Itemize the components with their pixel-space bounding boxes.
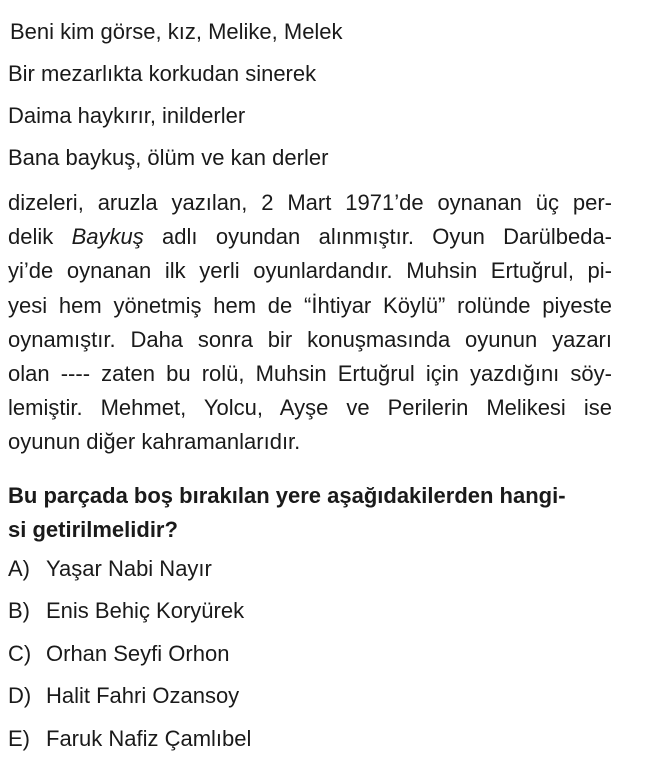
option-letter: A)	[8, 556, 30, 581]
paragraph-line: lemiştir. Mehmet, Yolcu, Ayşe ve Perilerin Melikesi ise	[8, 395, 612, 421]
option-d[interactable]	[8, 682, 239, 710]
passage-paragraph	[8, 186, 612, 460]
paragraph-line: yi’de oynanan ilk yerli oyunlardandır. Muhsin Ertuğrul, pi-	[8, 258, 612, 284]
option-c[interactable]	[8, 640, 229, 668]
paragraph-line: oynamıştır. Daha sonra bir konuşmasında oyunun yazarı	[8, 326, 612, 352]
paragraph-text: delik	[8, 224, 72, 250]
paragraph-line: dizeleri, aruzla yazılan, 2 Mart 1971’de oynanan üç per-	[8, 190, 612, 215]
question-stem	[8, 479, 618, 547]
option-b[interactable]	[8, 597, 244, 625]
option-letter: D)	[8, 683, 32, 708]
option-text: Yaşar Nabi Nayır	[46, 556, 212, 581]
question-line: Bu parçada boş bırakılan yere aşağıdakilerden hangi-	[8, 483, 566, 508]
verse-line-3: Daima haykırır, inilderler	[8, 103, 246, 128]
option-text: Orhan Seyfi Orhon	[46, 641, 230, 666]
option-letter: E)	[8, 726, 30, 751]
option-letter: B)	[8, 598, 30, 623]
option-a[interactable]	[8, 555, 212, 583]
option-text: Faruk Nafiz Çamlıbel	[46, 726, 252, 751]
paragraph-line: oyunun diğer kahramanlarıdır.	[8, 429, 301, 455]
paragraph-line	[8, 220, 612, 254]
paragraph-line: olan ---- zaten bu rolü, Muhsin Ertuğrul için yazdığını söy-	[8, 360, 612, 386]
option-text: Enis Behiç Koryürek	[46, 598, 245, 623]
paragraph-line: yesi hem yönetmiş hem de “İhtiyar Köylü” rolünde piyeste	[8, 292, 612, 318]
play-title: Baykuş	[71, 224, 144, 250]
option-letter: C)	[8, 641, 32, 666]
verse-line-4: Bana baykuş, ölüm ve kan derler	[8, 145, 329, 170]
option-text: Halit Fahri Ozansoy	[46, 683, 240, 708]
verse-line-1: Beni kim görse, kız, Melike, Melek	[10, 19, 343, 44]
verse-line-2: Bir mezarlıkta korkudan sinerek	[8, 61, 317, 86]
paragraph-text: adlı oyundan alınmıştır. Oyun Darülbeda-	[143, 224, 613, 250]
question-line: si getirilmelidir?	[8, 517, 178, 542]
option-e[interactable]	[8, 725, 251, 753]
